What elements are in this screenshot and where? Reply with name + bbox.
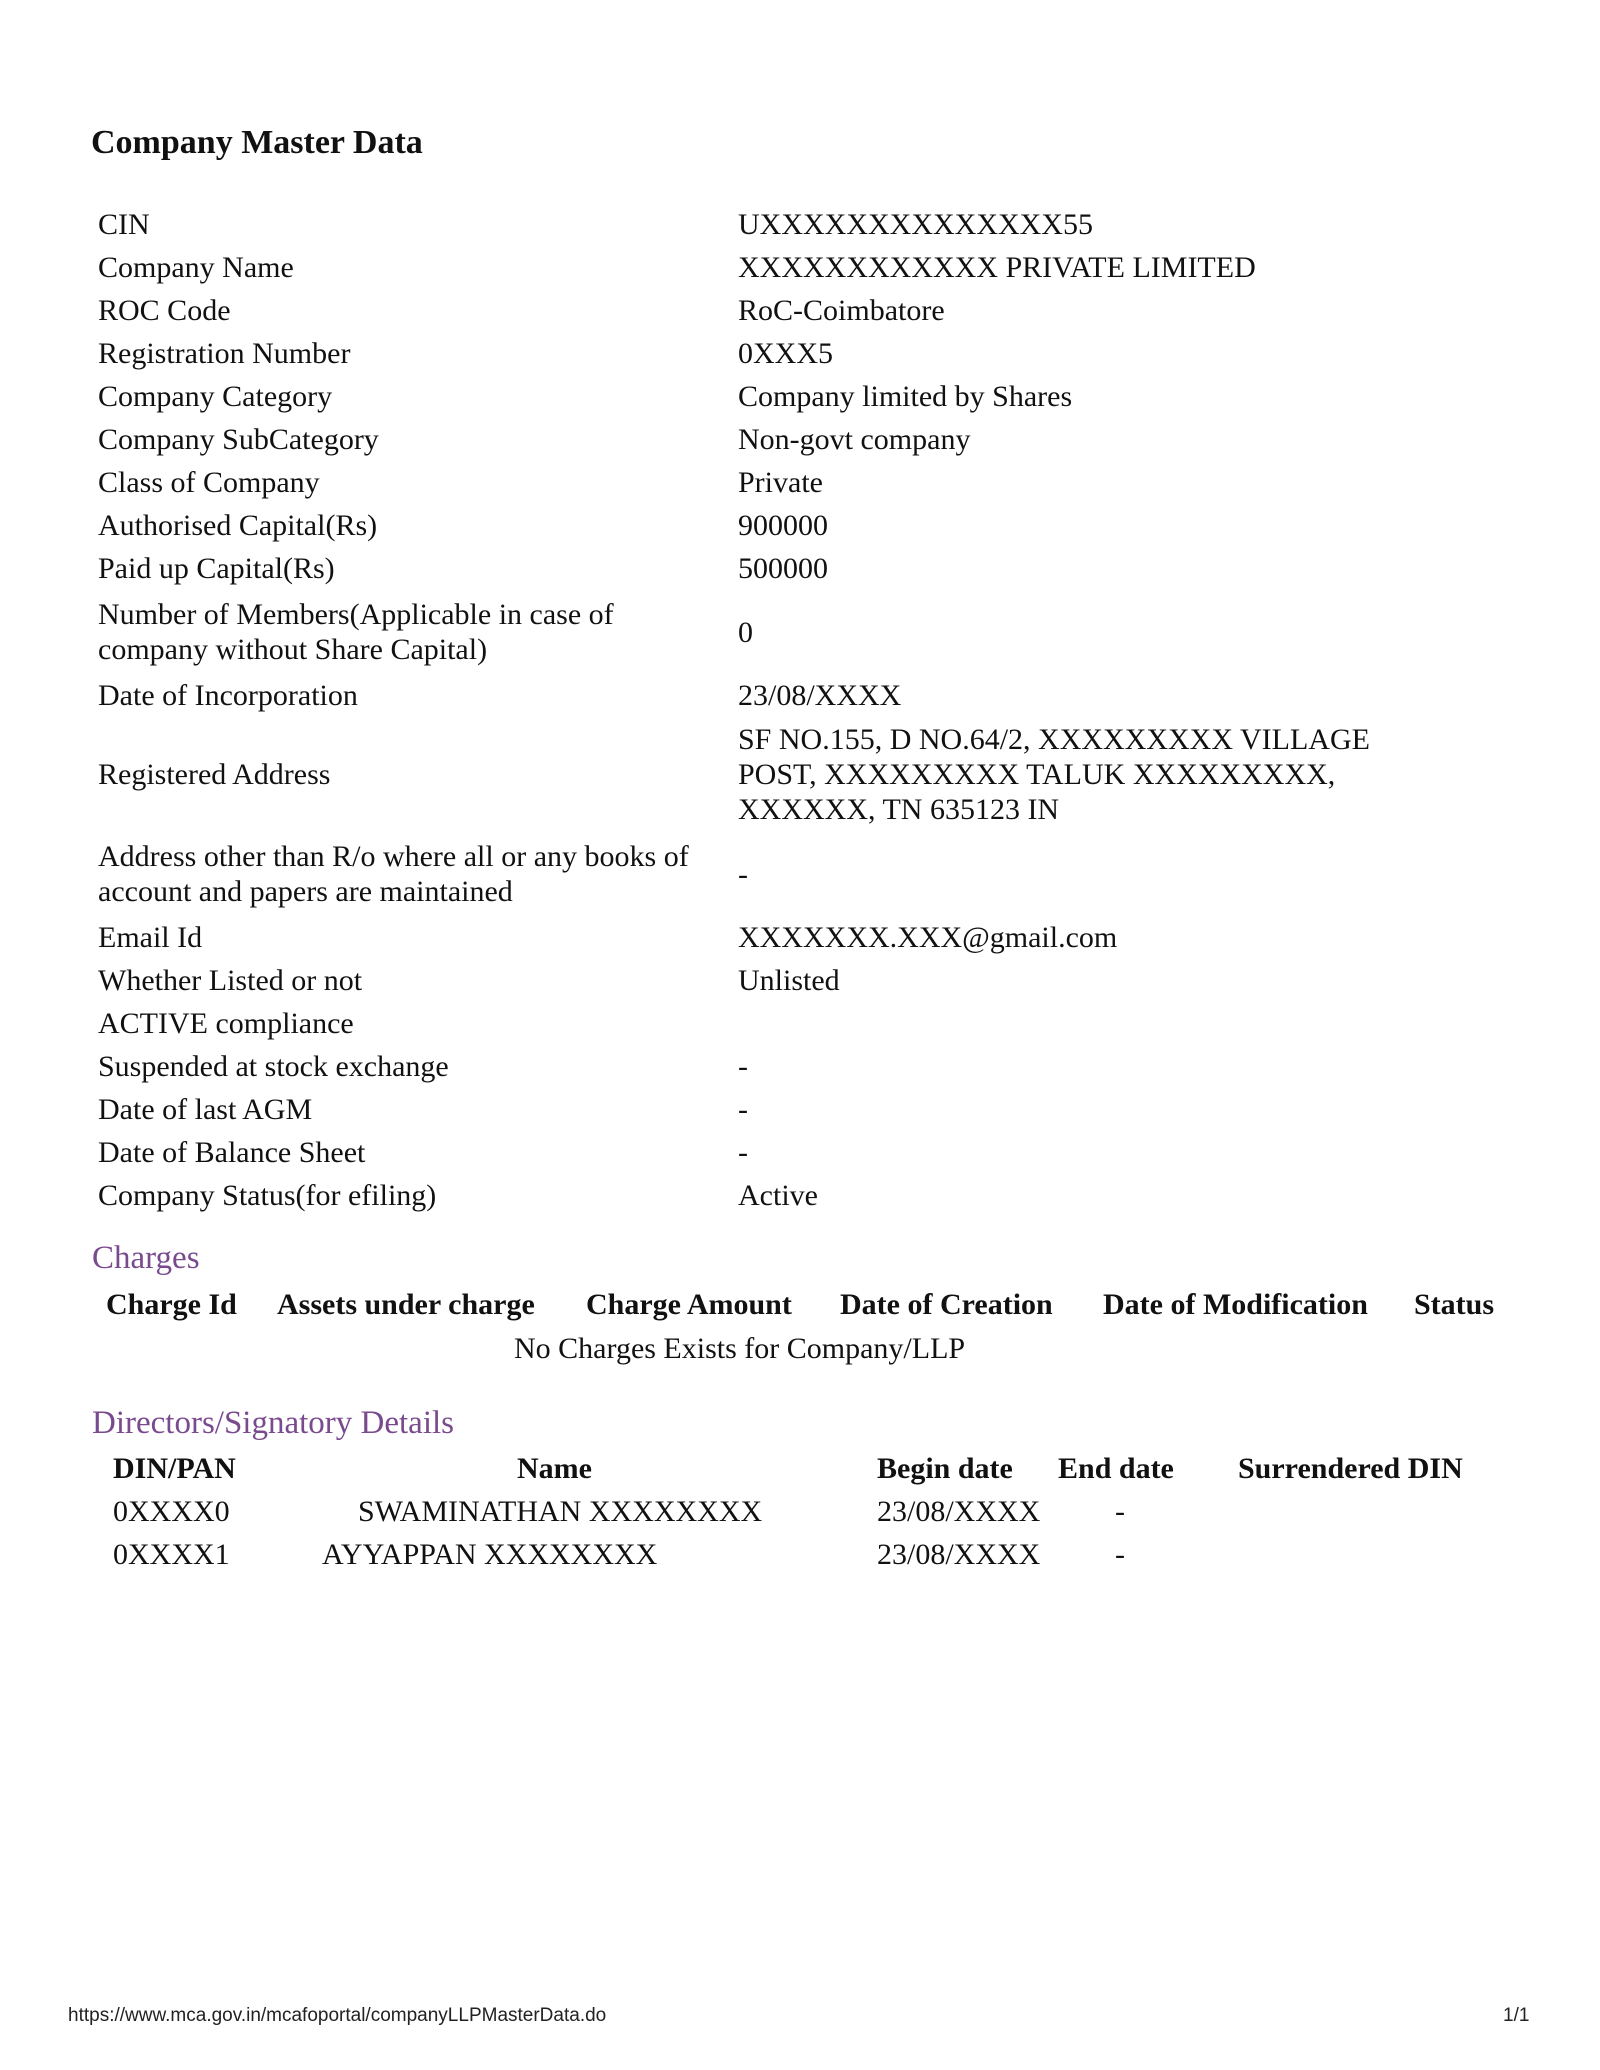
field-label: ROC Code [98,294,231,327]
field-value: Non-govt company [738,423,971,456]
field-label: Date of Balance Sheet [98,1136,366,1169]
end-date-cell: - [1115,1538,1125,1571]
field-label: Company Name [98,251,294,284]
column-header: Charge Amount [586,1288,792,1321]
table-row [90,461,1446,504]
end-date-cell: - [1115,1495,1125,1528]
column-header: DIN/PAN [113,1452,236,1485]
table-row [90,332,1446,375]
table-row [90,959,1446,1002]
field-label: Company Category [98,380,333,413]
field-value [730,1002,1446,1045]
field-value: XXXXXXXXXXXX PRIVATE LIMITED [738,251,1256,284]
field-label: Authorised Capital(Rs) [98,509,378,542]
footer-url: https://www.mca.gov.in/mcafoportal/companyLLPMasterData.do [68,2005,607,2026]
field-value: - [738,857,748,891]
field-label: Registration Number [98,337,351,370]
field-value: - [738,1136,748,1169]
column-header: Assets under charge [277,1288,535,1321]
field-value: SF NO.155, D NO.64/2, XXXXXXXXX VILLAGE POST, XXXXXXXXX TALUK XXXXXXXXX, XXXXXX, TN 635123 IN [738,723,1370,826]
field-label: Registered Address [98,758,331,791]
din-cell: 0XXXX0 [113,1495,230,1528]
table-row [90,203,1446,246]
master-data-table [90,203,1446,1217]
page-title: Company Master Data [91,124,423,161]
table-row [90,674,1446,717]
table-row [90,916,1446,959]
field-value: 900000 [738,509,828,542]
field-value: - [738,1050,748,1083]
field-label: Class of Company [98,466,320,499]
table-row [90,1131,1446,1174]
field-value: Private [738,466,823,499]
name-cell: SWAMINATHAN XXXXXXXX [358,1495,763,1528]
field-value: XXXXXXX.XXX@gmail.com [738,921,1118,954]
din-cell: 0XXXX1 [113,1538,230,1571]
field-label: Date of Incorporation [98,679,358,712]
field-value: 0 [738,615,753,649]
column-header: Charge Id [106,1288,237,1321]
column-header: Date of Modification [1103,1288,1368,1321]
page-number: 1/1 [1503,2005,1530,2026]
column-header: Name [517,1452,592,1485]
field-value: 23/08/XXXX [738,679,902,712]
table-row [90,1002,1446,1045]
field-value: Company limited by Shares [738,380,1073,413]
table-row [90,1174,1446,1217]
table-row [90,832,1446,916]
field-label: Paid up Capital(Rs) [98,552,335,585]
field-label: Email Id [98,921,203,954]
field-label: Company SubCategory [98,423,379,456]
table-row [90,590,1446,674]
field-label: Whether Listed or not [98,964,363,997]
column-header: Status [1414,1288,1495,1321]
field-label: Suspended at stock exchange [98,1050,449,1083]
begin-date-cell: 23/08/XXXX [877,1495,1041,1528]
field-label: Date of last AGM [98,1093,313,1126]
table-row [90,504,1446,547]
table-row [90,289,1446,332]
field-value: Active [738,1179,818,1212]
directors-section-title: Directors/Signatory Details [92,1405,455,1441]
begin-date-cell: 23/08/XXXX [877,1538,1041,1571]
field-value: UXXXXXXXXXXXXXX55 [738,208,1093,241]
table-row [90,547,1446,590]
field-value: Unlisted [738,964,840,997]
column-header: End date [1058,1452,1174,1485]
column-header: Date of Creation [840,1288,1053,1321]
field-value: RoC-Coimbatore [738,294,945,327]
empty-state-message: No Charges Exists for Company/LLP [514,1332,966,1365]
table-row [90,1088,1446,1131]
field-label: ACTIVE compliance [98,1007,354,1040]
charges-section-title: Charges [92,1240,200,1276]
table-row [90,717,1446,832]
table-row [90,375,1446,418]
field-label: Number of Members(Applicable in case of company without Share Capital) [98,598,614,666]
table-row [90,1045,1446,1088]
table-row [90,246,1446,289]
field-value: 500000 [738,552,828,585]
field-value: 0XXX5 [738,337,833,370]
field-label: Address other than R/o where all or any books of account and papers are maintained [98,840,689,908]
field-label: Company Status(for efiling) [98,1179,437,1212]
table-row [90,418,1446,461]
name-cell: AYYAPPAN XXXXXXXX [322,1538,658,1571]
field-value: - [738,1093,748,1126]
column-header: Surrendered DIN [1238,1452,1463,1485]
field-label: CIN [98,208,150,241]
column-header: Begin date [877,1452,1013,1485]
